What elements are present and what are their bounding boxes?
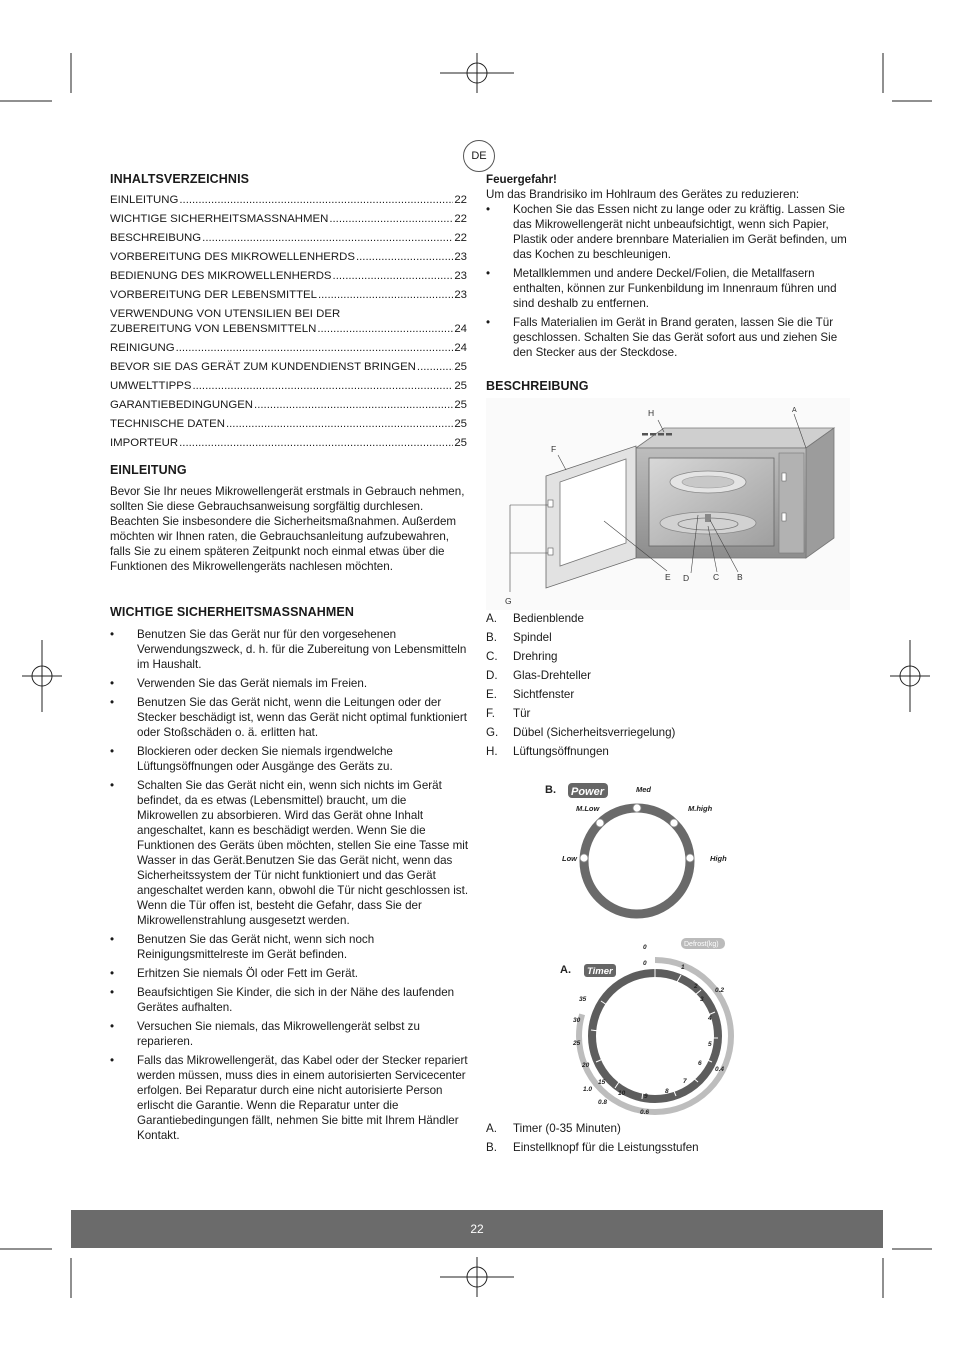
fig-label-h: H <box>648 408 655 418</box>
fig-label-e: E <box>665 572 671 582</box>
list-item-label: Drehring <box>513 650 558 663</box>
timer-minute-6: 6 <box>698 1060 702 1067</box>
list-item-label: Timer (0-35 Minuten) <box>513 1122 621 1135</box>
toc-row-page: 22 <box>454 232 467 244</box>
control-panel <box>779 453 804 553</box>
intro-title: EINLEITUNG <box>110 463 187 477</box>
toc-row <box>110 250 467 269</box>
toc-list <box>110 193 467 455</box>
toc-row <box>110 398 467 417</box>
toc-row <box>110 231 467 250</box>
list-item <box>486 725 846 744</box>
page-number: 22 <box>470 1222 484 1236</box>
defrost-label: Defrost(kg) <box>684 941 719 948</box>
timer-name: Timer <box>587 966 613 977</box>
list-item-label: Spindel <box>513 631 552 644</box>
intro-section <box>110 463 467 574</box>
toc-row-label: VORBEREITUNG DES MIKROWELLENHERDS <box>110 251 355 263</box>
list-item-key: C. <box>486 650 498 663</box>
toc-row-leader <box>417 360 453 379</box>
list-item-key: A. <box>486 612 497 625</box>
toc-row-page: 22 <box>454 213 467 225</box>
defrost-weight-0-4: 0.4 <box>715 1066 725 1073</box>
toc-section <box>110 172 467 455</box>
fig-label-f: F <box>551 444 557 454</box>
fire-section <box>486 172 848 364</box>
toc-row-page: 24 <box>454 323 467 335</box>
bullet-item: • Verwenden Sie das Gerät niemals im Freien. <box>110 676 470 691</box>
toc-title: INHALTSVERZEICHNIS <box>110 172 250 186</box>
list-item-key: D. <box>486 669 498 682</box>
toc-row-leader <box>176 341 454 360</box>
fire-intro: Um das Brandrisiko im Hohlraum des Gerätes zu reduzieren: <box>486 188 800 201</box>
list-item-key: H. <box>486 745 498 758</box>
timer-minute-15: 15 <box>598 1079 606 1086</box>
language-badge: DE <box>463 140 495 172</box>
power-dial-figure <box>540 778 735 928</box>
timer-minute-5: 5 <box>708 1041 712 1048</box>
timer-minute-30: 30 <box>573 1017 581 1024</box>
toc-row-label: BEDIENUNG DES MIKROWELLENHERDS <box>110 270 332 282</box>
toc-row-page: 25 <box>454 361 467 373</box>
toc-row-leader <box>179 436 453 455</box>
bullet-item: • Blockieren oder decken Sie niemals irgendwelche Lüftungsöffnungen oder Ausgänge des Geräts zu. <box>110 744 470 774</box>
toc-row-page: 25 <box>454 380 467 392</box>
defrost-weight-0-6: 0.6 <box>640 1109 650 1116</box>
toc-row-leader <box>356 250 453 269</box>
toc-row-label: TECHNISCHE DATEN <box>110 418 225 430</box>
list-item <box>486 706 846 725</box>
defrost-weight-1-0: 1.0 <box>583 1086 593 1093</box>
bullet-item: • Metallklemmen und andere Deckel/Folien, die Metallfasern enthalten, können zur Funkenbildung im Innenraum führen und sind deshalb zu entfernen. <box>486 266 848 311</box>
timer-minute-1: 1 <box>681 964 685 971</box>
intro-text: Bevor Sie Ihr neues Mikrowellengerät erstmals in Gebrauch nehmen, sollten Sie diese Gebrauchsanweisung sorgfältig durchlesen. Beachten Sie insbesondere die Sicherheitsmaßnahmen. Außerdem möchten wir Ihnen raten, die Gebrauchsanleitung aufzubewahren, falls Sie zu einem späteren Zeitpunkt noch einmal etwas über die Funktionen des Mikrowellengeräts nachlesen möchten. <box>110 485 465 573</box>
toc-row <box>110 436 467 455</box>
toc-row-leader <box>254 398 453 417</box>
toc-row <box>110 417 467 436</box>
fire-list <box>486 202 848 360</box>
fig-label-c: C <box>713 572 720 582</box>
power-level-mhigh: M.high <box>688 804 713 813</box>
power-name: Power <box>571 786 605 798</box>
toc-row-label: VORBEREITUNG DER LEBENSMITTEL <box>110 289 317 301</box>
toc-row-page: 22 <box>454 194 467 206</box>
toc-row-label: IMPORTEUR <box>110 437 179 449</box>
timer-minute-9: 9 <box>644 1093 648 1100</box>
bullet-item: • Versuchen Sie niemals, das Mikrowellengerät selbst zu reparieren. <box>110 1019 470 1049</box>
toc-row <box>110 212 467 231</box>
toc-row <box>110 307 467 322</box>
list-item <box>486 668 846 687</box>
toc-row <box>110 360 467 379</box>
list-item-label: Sichtfenster <box>513 688 575 701</box>
timer-minute-20: 20 <box>582 1062 590 1069</box>
list-item-label: Einstellknopf für die Leistungsstufen <box>513 1141 699 1154</box>
timer-minute-4: 4 <box>708 1015 712 1022</box>
bullet-item: • Falls das Mikrowellengerät, das Kabel oder der Stecker repariert werden müssen, muss dies in einem autorisierten Servicecenter erfolgen. Bei Reparatur durch eine nicht autorisierte Person erlischt die Garantie. Wenn die Reparatur unter die Garantiebedingungen fällt, nehmen Sie bitte mit Ihrem Händler Kontakt. <box>110 1053 470 1143</box>
bullet-item: • Erhitzen Sie niemals Öl oder Fett im Gerät. <box>110 966 470 981</box>
parts-list <box>486 611 846 763</box>
defrost-ring <box>579 960 731 1112</box>
knobs-list <box>486 1121 846 1159</box>
bullet-item: • Benutzen Sie das Gerät nur für den vorgesehenen Verwendungszweck, d. h. für die Zubereitung von Lebensmitteln im Haushalt. <box>110 627 470 672</box>
list-item <box>486 611 846 630</box>
toc-row-label: GARANTIEBEDINGUNGEN <box>110 399 254 411</box>
safety-pin-bottom <box>548 548 553 555</box>
toc-row-leader <box>329 212 453 231</box>
timer-minute-3: 3 <box>700 996 704 1003</box>
toc-row-leader <box>317 322 453 341</box>
safety-pin-top <box>548 500 553 507</box>
toc-row <box>110 322 467 341</box>
list-item-label: Tür <box>513 707 531 720</box>
toc-row-page: 23 <box>454 251 467 263</box>
list-item-key: F. <box>486 707 496 720</box>
toc-row-label: WICHTIGE SICHERHEITSMASSNAHMEN <box>110 213 329 225</box>
toc-row <box>110 379 467 398</box>
toc-row-label: ZUBEREITUNG VON LEBENSMITTELN <box>110 323 317 335</box>
timer-minute-0b: 0 <box>643 960 647 967</box>
safety-title: WICHTIGE SICHERHEITSMASSNAHMEN <box>110 605 354 619</box>
toc-row-label: BEVOR SIE DAS GERÄT ZUM KUNDENDIENST BRINGEN <box>110 361 416 373</box>
list-item-key: G. <box>486 726 499 739</box>
list-item <box>486 1140 846 1159</box>
list-item-label: Bedienblende <box>513 612 584 625</box>
toc-row <box>110 341 467 360</box>
list-item-label: Dübel (Sicherheitsverriegelung) <box>513 726 676 739</box>
defrost-weight-0-8: 0.8 <box>598 1099 608 1106</box>
toc-row-leader <box>333 269 454 288</box>
list-item-label: Lüftungsöffnungen <box>513 745 609 758</box>
toc-row <box>110 269 467 288</box>
list-item <box>486 744 846 763</box>
fig-label-g: G <box>505 596 512 606</box>
toc-row-page: 25 <box>454 437 467 449</box>
list-item <box>486 1121 846 1140</box>
toc-row-page: 25 <box>454 399 467 411</box>
power-level-med: Med <box>636 785 651 794</box>
toc-row-label: VERWENDUNG VON UTENSILIEN BEI DER <box>110 308 341 320</box>
timer-minute-2: 2 <box>694 983 698 990</box>
toc-row-page: 23 <box>454 270 467 282</box>
toc-row-label: UMWELTTIPPS <box>110 380 192 392</box>
power-level-low: Low <box>562 854 577 863</box>
toc-row-label: BESCHREIBUNG <box>110 232 202 244</box>
timer-dial-figure <box>555 938 740 1120</box>
list-item-label: Glas-Drehteller <box>513 669 591 682</box>
safety-list <box>110 627 470 1143</box>
list-item-key: A. <box>486 1122 497 1135</box>
timer-marker: A. <box>560 964 571 976</box>
fig-label-a: A <box>792 407 797 414</box>
bullet-item: • Falls Materialien im Gerät in Brand geraten, lassen Sie die Tür geschlossen. Schalten Sie das Gerät sofort aus und ziehen Sie den Stecker aus der Steckdose. <box>486 315 848 360</box>
timer-minute-10: 10 <box>618 1090 626 1097</box>
bullet-item: • Schalten Sie das Gerät nicht ein, wenn sich nichts im Gerät befindet, da es etwas (Lebensmittel) braucht, um die Mikrowellen zu absorbieren. Wird das Gerät ohne Inhalt angeschaltet, kann es beschädigt werden. Wenn Sie die Funktionen des Geräts üben möchten, stellen Sie eine Tasse mit Wasser in das Gerät.Benutzen Sie das Gerät nicht, wenn das Sicherheitssystem der Tür nicht funktioniert und das Gerät angeschaltet werden kann, obwohl die Tür nicht geschlossen ist. Wenn die Tür offen ist, besteht die Gefahr, dass Sie der Mikrowellenstrahlung ausgesetzt werden. <box>110 778 470 928</box>
footer-bar <box>71 1210 883 1248</box>
toc-row-leader <box>318 288 453 307</box>
power-level-high: High <box>710 854 727 863</box>
defrost-weight-0-2: 0.2 <box>715 987 725 994</box>
toc-row-page: 25 <box>454 418 467 430</box>
toc-row-leader <box>202 231 453 250</box>
toc-row-leader <box>226 417 453 436</box>
toc-row <box>110 288 467 307</box>
timer-minute-0a: 0 <box>643 944 647 951</box>
list-item <box>486 649 846 668</box>
list-item <box>486 687 846 706</box>
timer-minute-25: 25 <box>573 1040 581 1047</box>
timer-minute-8: 8 <box>665 1088 669 1095</box>
toc-row-label: REINIGUNG <box>110 342 175 354</box>
list-item-key: E. <box>486 688 497 701</box>
toc-row <box>110 193 467 212</box>
toc-row-leader <box>179 193 453 212</box>
microwave-figure <box>486 398 850 610</box>
toc-row-leader <box>192 379 453 398</box>
bullet-item: • Kochen Sie das Essen nicht zu lange oder zu kräftig. Lassen Sie das Mikrowellengerät nicht unbeaufsichtigt, wenn sich Papier, Plastik oder andere brennbare Materialien im Gerät befinden, um das Kochen zu beschleunigen. <box>486 202 848 262</box>
bullet-item: • Benutzen Sie das Gerät nicht, wenn sich noch Reinigungsmittelreste im Gerät befinden. <box>110 932 470 962</box>
fig-label-d: D <box>683 573 690 583</box>
toc-row-page: 23 <box>454 289 467 301</box>
power-level-mlow: M.Low <box>576 804 600 813</box>
fig-label-b: B <box>737 572 743 582</box>
toc-row-label: EINLEITUNG <box>110 194 179 206</box>
list-item-key: B. <box>486 1141 497 1154</box>
power-marker: B. <box>545 784 556 796</box>
timer-minute-35: 35 <box>579 996 587 1003</box>
bullet-item: • Beaufsichtigen Sie Kinder, die sich in der Nähe des laufenden Gerätes aufhalten. <box>110 985 470 1015</box>
bullet-item: • Benutzen Sie das Gerät nicht, wenn die Leitungen oder der Stecker beschädigt ist, wenn das Gerät nicht optimal funktioniert oder Stoßschäden o. ä. erlitten hat. <box>110 695 470 740</box>
description-title: BESCHREIBUNG <box>486 379 589 393</box>
list-item-key: B. <box>486 631 497 644</box>
fire-title: Feuergefahr! <box>486 173 557 186</box>
toc-row-page: 24 <box>454 342 467 354</box>
safety-section <box>110 605 470 1147</box>
list-item <box>486 630 846 649</box>
timer-minute-7: 7 <box>683 1078 687 1085</box>
